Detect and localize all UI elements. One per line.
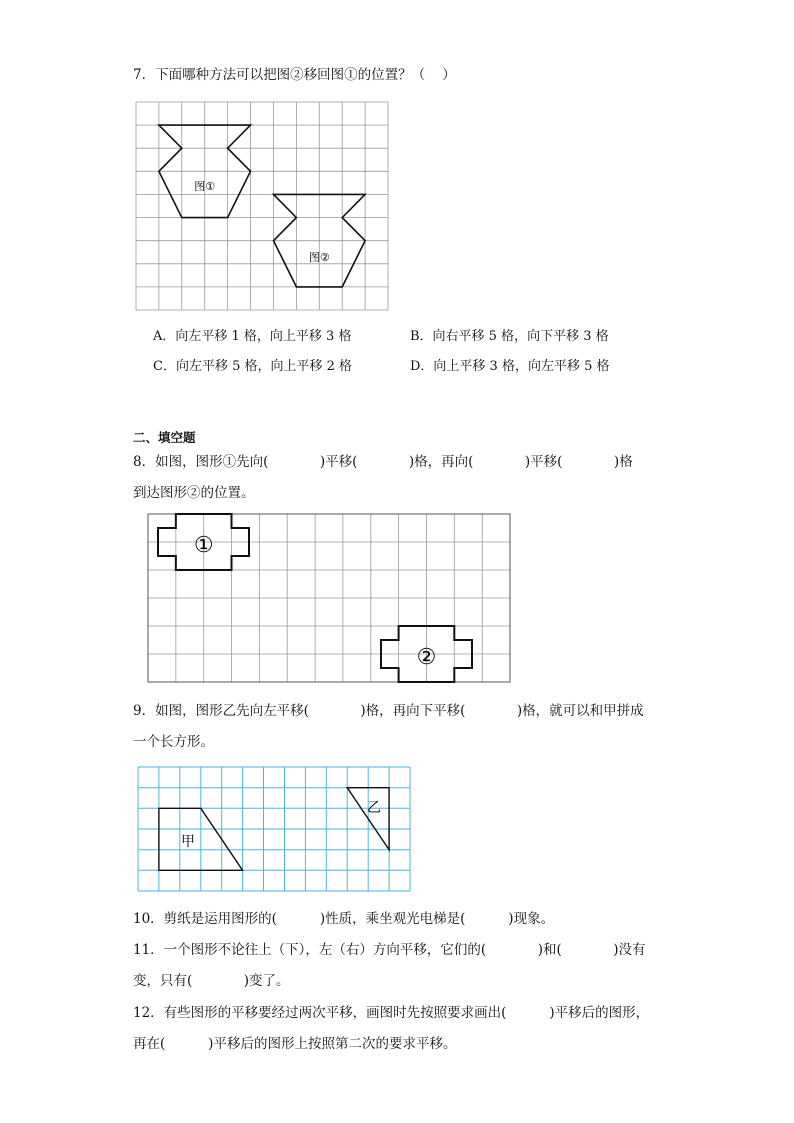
section-title: 二、填空题 <box>133 430 196 445</box>
q9-line-2: 一个长方形。 <box>133 734 214 750</box>
q11-line-2: 变，只有( )变了。 <box>133 973 290 989</box>
q12-line-2: 再在( )平移后的图形上按照第二次的要求平移。 <box>133 1036 457 1052</box>
q9-jia-label: 甲 <box>181 834 195 850</box>
q10-text: 10．剪纸是运用图形的( )性质，乘坐观光电梯是( )现象。 <box>133 911 555 927</box>
q7-text: 7．下面哪种方法可以把图②移回图①的位置？（ ） <box>133 67 456 83</box>
q8-shape-1-label: ① <box>193 533 214 558</box>
q7-option-a[interactable]: A．向左平移 1 格，向上平移 3 格 <box>153 329 352 344</box>
q8-line-2: 到达图形②的位置。 <box>133 485 255 501</box>
q7-fig1-label: 图① <box>194 180 216 193</box>
q7-option-c[interactable]: C．向左平移 5 格，向上平移 2 格 <box>153 359 353 374</box>
q7-grid-figure <box>136 102 388 310</box>
q8-line-1: 8．如图，图形①先向( )平移( )格，再向( )平移( )格 <box>133 454 633 470</box>
q8-grid-figure <box>148 514 510 682</box>
q8-shape-2-label: ② <box>416 645 437 670</box>
q12-line-1: 12．有些图形的平移要经过两次平移，画图时先按照要求画出( )平移后的图形， <box>133 1005 650 1021</box>
q7-option-b[interactable]: B．向右平移 5 格，向下平移 3 格 <box>410 329 609 344</box>
q7-fig2-label: 图② <box>308 251 330 264</box>
q9-line-1: 9．如图，图形乙先向左平移( )格，再向下平移( )格，就可以和甲拼成 <box>133 703 644 719</box>
q9-grid-figure <box>138 767 410 891</box>
q9-yi-label: 乙 <box>367 800 381 816</box>
q11-line-1: 11．一个图形不论往上（下），左（右）方向平移，它们的( )和( )没有 <box>133 942 646 958</box>
q7-option-d[interactable]: D．向上平移 3 格，向左平移 5 格 <box>410 359 610 374</box>
